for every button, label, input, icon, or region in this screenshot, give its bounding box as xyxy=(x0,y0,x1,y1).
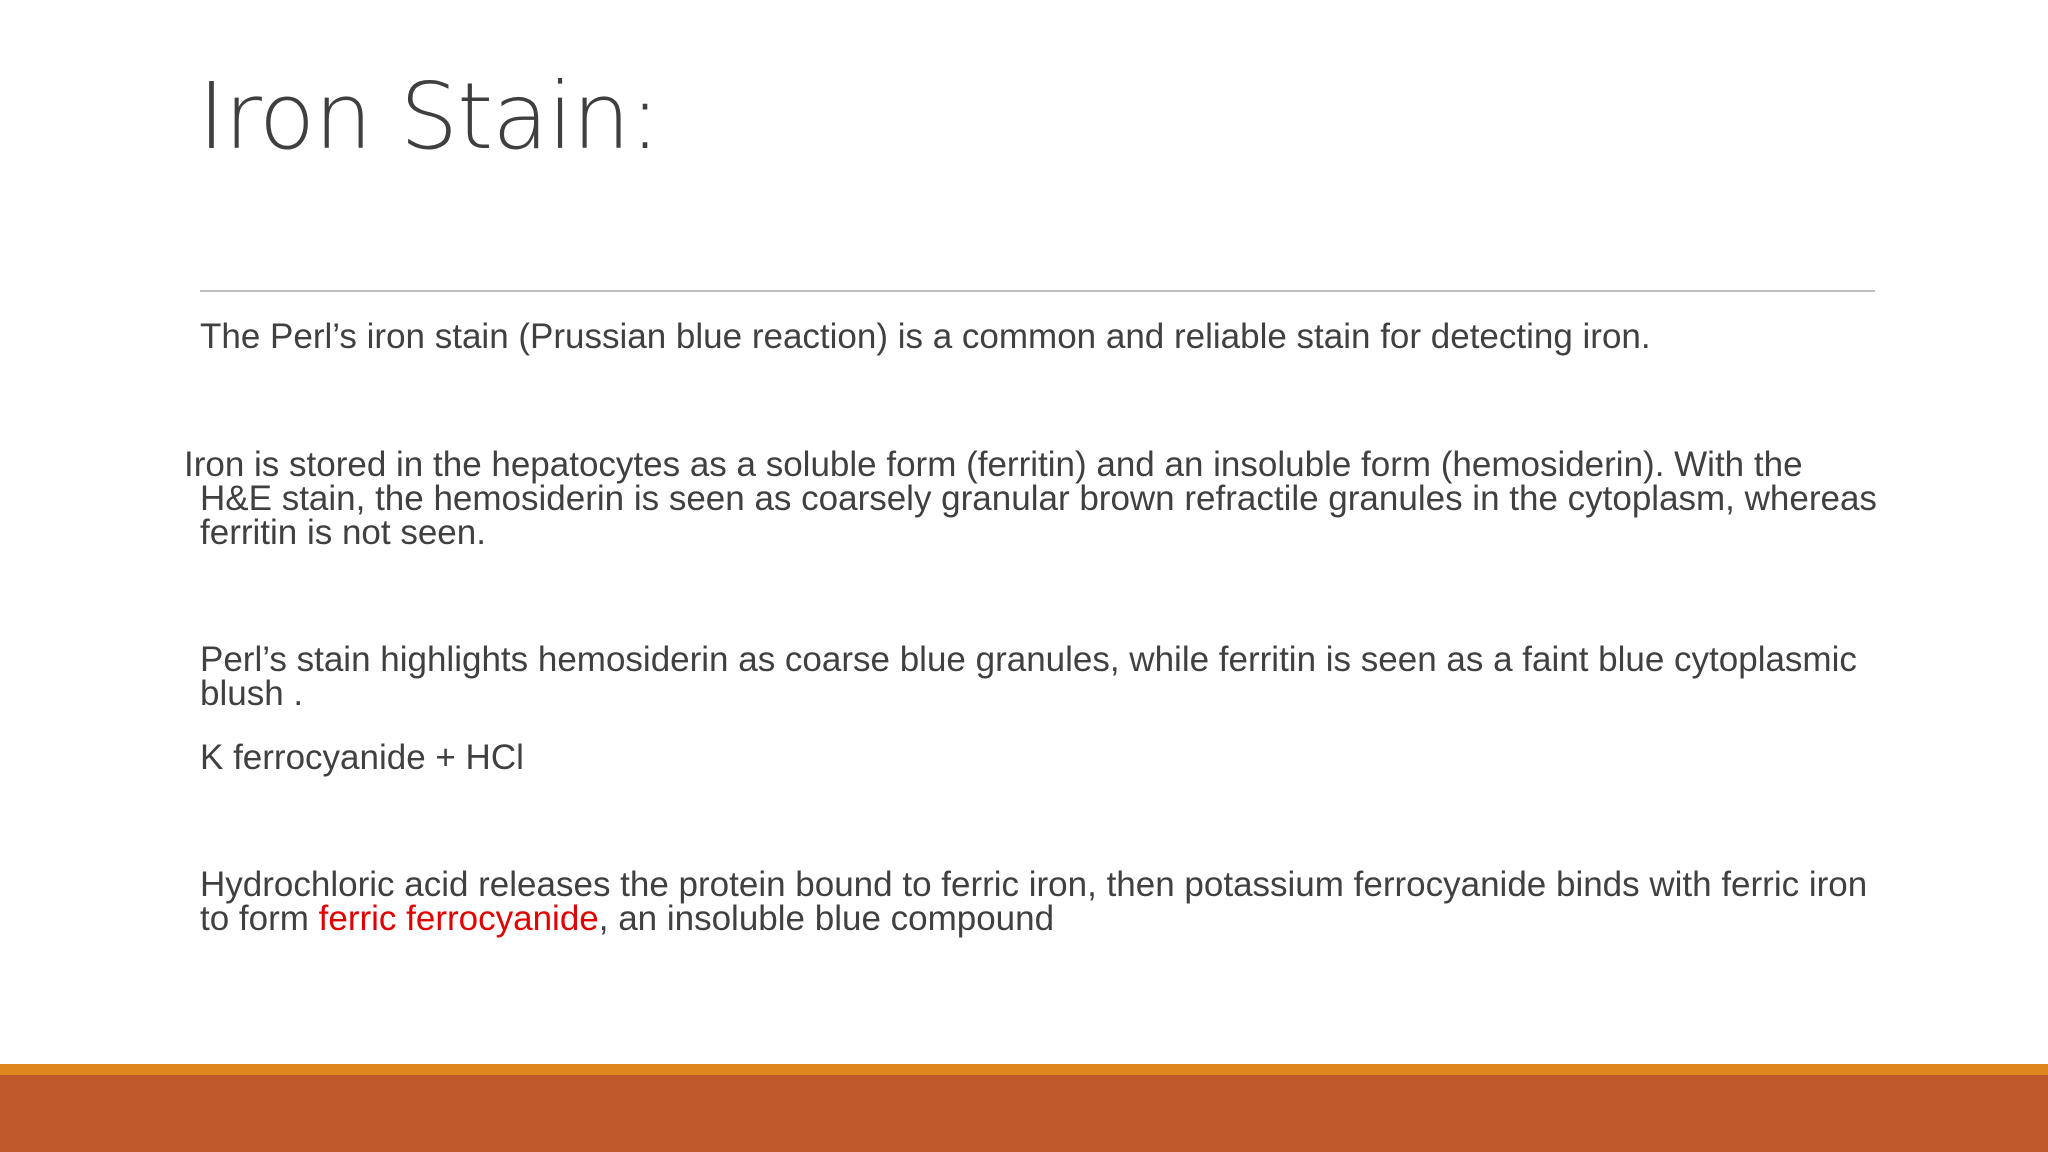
footer-accent-stripe xyxy=(0,1064,2048,1075)
paragraph-reaction-after: , an insoluble blue compound xyxy=(598,899,1055,938)
paragraph-perls-intro: The Perl’s iron stain (Prussian blue reaction) is a common and reliable stain for detecting iron. xyxy=(200,317,1651,356)
slide-title: Iron Stain: xyxy=(198,63,660,170)
ferric-ferrocyanide-highlight: ferric ferrocyanide xyxy=(318,899,599,938)
paragraph-iron-storage-rest: the H&E stain, the hemosiderin is seen as coarsely granular brown refractile granules in the cytoplasm, whereas ferritin is not seen. xyxy=(200,445,1877,552)
paragraph-iron-storage xyxy=(184,445,1880,552)
paragraph-reaction-before: Hydrochloric acid releases the protein bound to ferric iron, then potassium ferrocyanide binds with ferric iron to form xyxy=(200,865,1868,938)
footer-bar xyxy=(0,1075,2048,1152)
title-divider xyxy=(200,290,1875,292)
paragraph-iron-storage-line1: Iron is stored in the hepatocytes as a soluble form (ferritin) and an insoluble form (hemosiderin). With xyxy=(184,445,1745,484)
paragraph-perls-highlights: Perl’s stain highlights hemosiderin as coarse blue granules, while ferritin is seen as a faint blue cytoplasmic blush . xyxy=(200,640,1857,713)
paragraph-reaction xyxy=(200,865,1880,938)
paragraph-reagents: K ferrocyanide + HCl xyxy=(200,738,524,777)
